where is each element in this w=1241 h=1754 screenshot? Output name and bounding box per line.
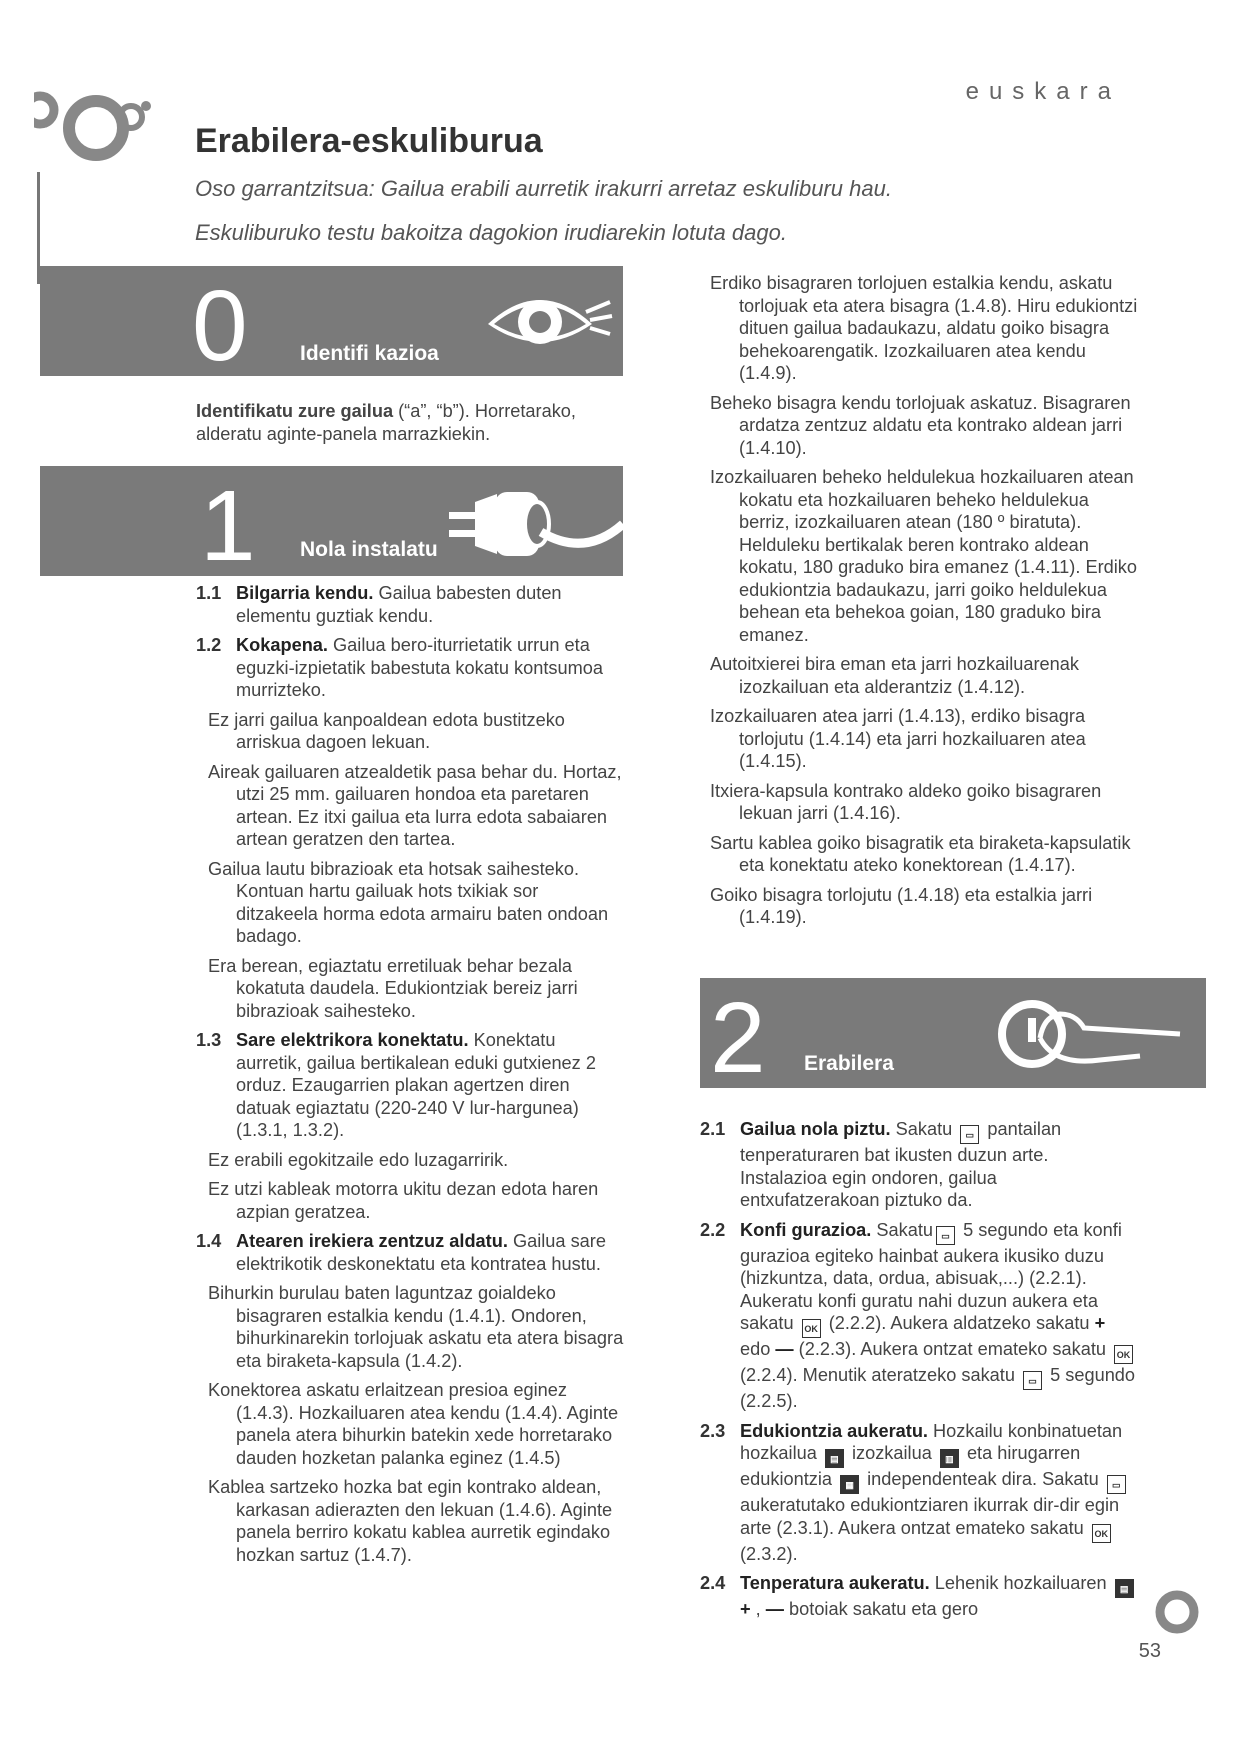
minus-icon: — bbox=[765, 1599, 784, 1619]
step-1-2-note-a: Ez jarri gailua kanpoaldean edota bustitzeko arriskua dagoen lekuan. bbox=[208, 709, 565, 752]
page-number: 53 bbox=[1138, 1640, 1161, 1662]
intro-bold: Identifikatu zure gailua bbox=[196, 401, 394, 421]
step-1-3-note-b: Ez utzi kableak motorra ukitu dezan edota haren azpian geratzea. bbox=[208, 1179, 599, 1222]
section-2-body bbox=[700, 1118, 1140, 1628]
freezer-compartment-icon: ▥ bbox=[940, 1449, 959, 1468]
step-1-3-note-a: Ez erabili egokitzaile edo luzagarririk. bbox=[208, 1149, 509, 1170]
step-2-2: 2.2 Konfi gurazioa. Sakatu ▭ 5 segundo eta konfi gurazioa egiteko hainbat aukera ikusiko duzu (hizkuntza, data, ordua, abisuak,...) (2.2.1). Aukeratu konfi guratu nahi duzun aukera eta sakatu OK (2.2.2). Aukera aldatzeko sakatu + edo — (2.2.3). Aukera ontzat emateko sakatu OK (2.2.4). Menutik ateratzeko sakatu ▭ 5 segundo (2.2.5). bbox=[700, 1219, 1136, 1411]
step-1-2: 1.2 Kokapena. Gailua bero-iturrietatik urrun eta eguzki-izpietatik babestuta kokatu kontsumoa murrizteko. bbox=[196, 635, 603, 700]
step-2-3: 2.3 Edukiontzia aukeratu. Hozkailu konbinatuetan hozkailua ▤ izozkailua ▥ eta hirugarren edukiontzia ▦ independenteak dira. Sakatu ▭ aukeratutako edukiontziaren ikurrak dir-dir egin arte (2.3.1). Aukera ontzat emateko sakatu OK (2.3.2). bbox=[700, 1420, 1140, 1566]
section-1-header bbox=[40, 466, 623, 582]
step-1-4: 1.4 Atearen irekiera zentzuz aldatu. Gailua sare elektrikotik deskonektatu eta kontratea hustu. bbox=[196, 1231, 606, 1274]
eye-icon bbox=[480, 276, 615, 364]
language-label: euskara bbox=[965, 78, 1121, 105]
ok-button-icon: OK bbox=[802, 1319, 821, 1338]
fridge-compartment-icon: ▤ bbox=[825, 1449, 844, 1468]
subtitle-important: Oso garrantzitsua: Gailua erabili aurretik irakurri arretaz eskuliburu hau. bbox=[195, 176, 892, 201]
section-2-label: Erabilera bbox=[804, 1052, 894, 1075]
section-1-label: Nola instalatu bbox=[300, 538, 438, 561]
plus-icon: + bbox=[740, 1599, 751, 1619]
minus-icon: — bbox=[775, 1339, 794, 1359]
right-step-3: Izozkailuaren beheko heldulekua hozkailuaren atean kokatu eta hozkailuaren beheko heldulekua berriz, izozkailuaren atean (180 º biratuta). Helduleku bertikalak beren kontrako aldean kokatu, 180 graduko bira emanez (1.4.11). Erdiko edukiontzia badaukazu, jarri goiko heldulekua behean eta behekoa goian, 180 graduko bira emanez. bbox=[710, 467, 1137, 645]
right-step-7: Sartu kablea goiko bisagratik eta biraketa-kapsulatik eta konektatu ateko konektorean (1.4.17). bbox=[710, 832, 1131, 875]
right-step-6: Itxiera-kapsula kontrako aldeko goiko bisagraren lekuan jarri (1.4.16). bbox=[710, 780, 1102, 823]
step-1-3: 1.3 Sare elektrikora konektatu. Konektatu aurretik, gailua bertikalean eduki gutxienez 2 orduz. Ezaugarrien plakan agertzen diren datuak egiaztatu (220-240 V lur-hargunea) (1.3.1, 1.3.2). bbox=[196, 1030, 596, 1140]
section-0-label: Identifi kazioa bbox=[300, 342, 439, 365]
touch-button-icon bbox=[980, 994, 1190, 1074]
plug-icon bbox=[445, 478, 623, 566]
right-column-steps bbox=[710, 272, 1140, 936]
step-1-4-note-c: Kablea sartzeko hozka bat egin kontrako aldean, karkasan adierazten den lekuan (1.4.6). Aginte panela berriro kokatu kablea aurretik egindako hozkan sartuz (1.4.7). bbox=[208, 1477, 613, 1565]
section-0-number: 0 bbox=[192, 270, 248, 382]
plus-icon: + bbox=[1094, 1313, 1106, 1333]
section-0-header bbox=[40, 266, 623, 382]
step-2-4: 2.4 Tenperatura aukeratu. Lehenik hozkailuaren ▤+ , — botoiak sakatu eta gero bbox=[700, 1572, 1140, 1621]
third-compartment-icon: ▦ bbox=[840, 1475, 859, 1494]
intro-text: (“a”, “b”). Horretarako, alderatu aginte-panela marrazkiekin. bbox=[196, 401, 576, 444]
subtitle-figures: Eskuliburuko testu bakoitza dagokion irudiarekin lotuta dago. bbox=[195, 220, 787, 245]
page-title: Erabilera-eskuliburua bbox=[195, 122, 543, 160]
right-step-4: Autoitxierei bira eman eta jarri hozkailuarenak izozkailuan eta alderantziz (1.4.12). bbox=[710, 654, 1079, 697]
section-1-number: 1 bbox=[200, 470, 256, 582]
brand-circles-icon bbox=[34, 80, 174, 190]
right-step-2: Beheko bisagra kendu torlojuak askatuz. Bisagraren ardatza zentzuz aldatu eta kontrako aldean jarri (1.4.10). bbox=[710, 392, 1131, 458]
display-button-icon: ▭ bbox=[936, 1226, 955, 1245]
right-step-5: Izozkailuaren atea jarri (1.4.13), erdiko bisagra torlojutu (1.4.14) eta jarri hozkailuaren atea (1.4.15). bbox=[710, 706, 1086, 771]
step-1-4-note-a: Bihurkin burulau baten laguntzaz goialdeko bisagraren estalkia kendu (1.4.1). Ondoren, bihurkinarekin torlojuak askatu eta atera bisagra eta biraketa-kapsula (1.4.2). bbox=[208, 1283, 624, 1371]
step-1-2-note-d: Era berean, egiaztatu erretiluak behar bezala kokatuta daudela. Edukiontziak bereiz jarri bibrazioak saihesteko. bbox=[208, 955, 578, 1021]
display-button-icon: ▭ bbox=[1023, 1371, 1042, 1390]
section-2-header bbox=[700, 978, 1206, 1094]
step-1-2-note-b: Aireak gailuaren atzealdetik pasa behar du. Hortaz, utzi 25 mm. gailuaren hondoa eta paretaren artean. Ez itxi gailua eta lurra edota sabaiaren artean geratzen den tartea. bbox=[208, 761, 622, 849]
step-1-2-note-c: Gailua lautu bibrazioak eta hotsak saihesteko. Kontuan hartu gailuak hots txikiak sor ditzakeela horma edota armairu baten ondoan badago. bbox=[208, 858, 609, 946]
section-0-intro bbox=[196, 400, 616, 452]
display-button-icon: ▭ bbox=[960, 1125, 979, 1144]
step-1-4-note-b: Konektorea askatu erlaitzean presioa eginez (1.4.3). Hozkailuaren atea kendu (1.4.4). Aginte panela atera bihurkin batekin xede horretarako dauden hozketan palanka eginez (1.4.5) bbox=[208, 1380, 619, 1468]
right-step-8: Goiko bisagra torlojutu (1.4.18) eta estalkia jarri (1.4.19). bbox=[710, 884, 1093, 927]
step-2-1: 2.1 Gailua nola piztu. Sakatu ▭ pantailan tenperaturaren bat ikusten duzun arte. Instalazioa egin ondoren, gailua entxufatzerakoan piztuko da. bbox=[700, 1119, 1062, 1210]
display-button-icon: ▭ bbox=[1107, 1475, 1126, 1494]
section-2-number: 2 bbox=[710, 982, 766, 1094]
right-step-1: Erdiko bisagraren torlojuen estalkia kendu, askatu torlojuak eta atera bisagra (1.4.8). Hiru edukiontzi dituen gailua badaukazu, aldatu goiko bisagra behekoarengatik. Izozkailuaren atea kendu (1.4.9). bbox=[710, 273, 1138, 383]
fridge-compartment-icon: ▤ bbox=[1115, 1579, 1134, 1598]
corner-circle-icon bbox=[1151, 1586, 1201, 1636]
step-1-1: 1.1 Bilgarria kendu. Gailua babesten duten elementu guztiak kendu. bbox=[196, 583, 562, 626]
section-1-body bbox=[196, 582, 624, 1573]
ok-button-icon: OK bbox=[1092, 1524, 1111, 1543]
ok-button-icon: OK bbox=[1114, 1345, 1133, 1364]
